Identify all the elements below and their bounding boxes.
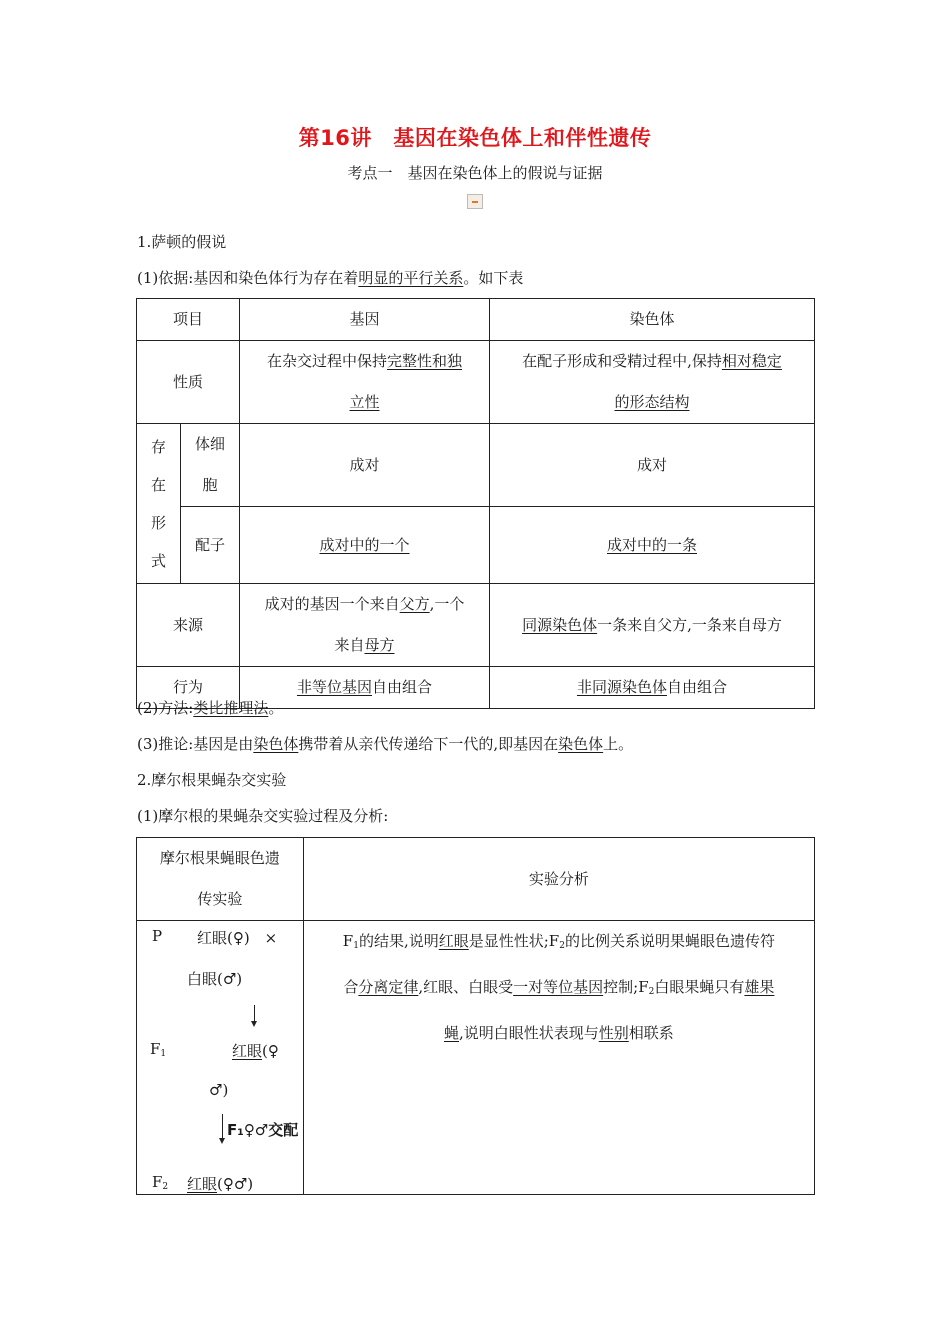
header-experiment-1: 摩尔根果蝇眼色遗 (159, 849, 280, 867)
exist-char-3: 形 (150, 513, 166, 532)
f1-cross-label: F₁♀♂交配 (227, 1121, 299, 1139)
f1-answer: 红眼 (232, 1042, 263, 1060)
f1-letter: F (150, 1040, 161, 1058)
analysis-cell (303, 921, 814, 1195)
row-nature-label: 性质 (137, 341, 240, 424)
nature-chrom-answer-2: 的形态结构 (614, 393, 690, 411)
nature-gene-text: 在杂交过程中保持 (266, 352, 387, 370)
infer-answer-1: 染色体 (253, 735, 299, 753)
f1-subscript: 1 (160, 1049, 167, 1059)
header-chromosome: 染色体 (490, 299, 815, 341)
sutton-hypothesis-table (136, 298, 815, 709)
gamete-gene-answer: 成对中的一个 (319, 535, 410, 554)
somatic-gene-cell: 成对 (240, 424, 490, 507)
exist-char-4: 式 (150, 551, 166, 570)
header-gene: 基因 (240, 299, 490, 341)
section-2-heading: 2.摩尔根果蝇杂交实验 (137, 771, 287, 789)
image-placeholder-icon (467, 194, 483, 209)
f2-label (152, 1173, 168, 1192)
analysis-line-2 (316, 967, 802, 1013)
behavior-gene-answer: 非等位基因 (296, 678, 372, 696)
a2-mid-1: ,红眼、白眼受 (418, 978, 514, 996)
source-gene-text-2: ,一个 (429, 595, 465, 613)
basis-prefix: (1)依据:基因和染色体行为存在着 (137, 269, 359, 287)
section-2-sub: (1)摩尔根的果蝇杂交实验过程及分析: (137, 807, 389, 825)
basis-answer: 明显的平行关系 (358, 269, 464, 287)
a3-answer-1: 蝇 (443, 1024, 459, 1042)
infer-middle: 携带着从亲代传递给下一代的,即基因在 (298, 735, 559, 753)
row-behavior-label: 行为 (137, 667, 240, 709)
gamete-chrom-answer: 成对中的一条 (606, 535, 697, 554)
f1-label (150, 1040, 166, 1059)
nature-gene-answer-2: 立性 (349, 393, 380, 411)
f2-symbol: (♀♂) (217, 1175, 254, 1193)
exist-char-1: 存 (150, 437, 166, 456)
row-existence-label (137, 424, 181, 584)
a1-answer: 红眼 (438, 932, 469, 950)
a3-answer-2: 性别 (598, 1024, 629, 1042)
source-gene-text-3: 来自 (334, 636, 365, 654)
arrow-down-2 (222, 1114, 223, 1140)
arrow-head-1 (251, 1021, 257, 1027)
f2-subscript: 2 (162, 1182, 169, 1192)
morgan-experiment-table (136, 837, 815, 1195)
a1-mid-2: 的比例关系说明果蝇眼色遗传符 (564, 932, 775, 950)
analysis-line-1 (316, 921, 802, 967)
f1-symbol-1: (♀ (262, 1042, 279, 1060)
a2-answer-1: 分离定律 (358, 978, 419, 996)
behavior-chrom-text: 自由组合 (667, 678, 728, 696)
a3-mid: ,说明白眼性状表现与 (458, 1024, 599, 1042)
source-chrom-answer: 同源染色体 (522, 615, 598, 634)
cross-flow-cell (137, 921, 304, 1195)
somatic-label-1: 体细 (194, 435, 225, 453)
source-gene-answer-1: 父方 (399, 595, 430, 613)
a2-answer-3: 雄果 (744, 978, 775, 996)
p-red-eye-female: 红眼(♀) × (197, 929, 278, 947)
page-title: 第16讲 基因在染色体上和伴性遗传 (298, 126, 652, 150)
analysis-line-3 (316, 1013, 802, 1054)
infer-suffix: 上。 (603, 735, 634, 753)
method-line (137, 697, 283, 718)
gamete-chrom-cell (490, 507, 815, 584)
header-experiment (137, 838, 304, 921)
a2-mid-3: 白眼果蝇只有 (654, 978, 745, 996)
source-chrom-text: 一条来自父方,一条来自母方 (597, 615, 782, 634)
gamete-label: 配子 (181, 507, 240, 584)
f2-result (187, 1173, 253, 1194)
f2-letter: F (152, 1173, 163, 1191)
nature-gene-cell (240, 341, 490, 424)
behavior-chrom-answer: 非同源染色体 (576, 678, 667, 696)
a1-mid-1: 是显性性状;F (468, 932, 560, 950)
a2-mid-2: 控制;F (603, 978, 649, 996)
infer-answer-2: 染色体 (558, 735, 604, 753)
somatic-cell-label (181, 424, 240, 507)
basis-line (137, 267, 523, 288)
header-analysis: 实验分析 (303, 838, 814, 921)
a1-pre: 的结果,说明 (358, 932, 439, 950)
a1-sub: 1 (353, 941, 359, 951)
somatic-label-2: 胞 (202, 476, 218, 494)
a2-sub: 2 (648, 987, 655, 997)
gamete-gene-cell (240, 507, 490, 584)
inference-line (137, 733, 633, 754)
basis-suffix: 。如下表 (463, 269, 524, 287)
p-white-eye-male: 白眼(♂) (187, 970, 243, 988)
source-chrom-cell (490, 584, 815, 667)
behavior-gene-text: 自由组合 (372, 678, 433, 696)
source-gene-cell (240, 584, 490, 667)
p-generation-label: P (152, 927, 163, 945)
nature-chrom-cell (490, 341, 815, 424)
nature-gene-answer-1: 完整性和独 (387, 352, 463, 370)
infer-prefix: (3)推论:基因是由 (137, 735, 254, 753)
section-1-heading: 1.萨顿的假说 (137, 233, 227, 251)
nature-chrom-text: 在配子形成和受精过程中,保持 (522, 352, 722, 370)
a1-sub-2: 2 (559, 941, 565, 951)
method-answer: 类比推理法 (193, 699, 269, 717)
header-experiment-2: 传实验 (197, 890, 243, 908)
a2-answer-2: 一对等位基因 (513, 978, 604, 996)
header-item: 项目 (137, 299, 240, 341)
arrow-head-2 (219, 1138, 225, 1144)
somatic-chrom-cell: 成对 (490, 424, 815, 507)
source-gene-answer-2: 母方 (364, 636, 395, 654)
method-suffix: 。 (268, 699, 284, 717)
page-subtitle: 考点一 基因在染色体上的假说与证据 (347, 164, 603, 182)
row-source-label: 来源 (137, 584, 240, 667)
a2-pre: 合 (343, 978, 359, 996)
a3-suffix: 相联系 (628, 1024, 674, 1042)
f2-answer: 红眼 (187, 1175, 218, 1193)
a1-f: F (342, 932, 354, 950)
method-prefix: (2)方法: (137, 699, 194, 717)
f1-symbol-2: ♂) (209, 1081, 229, 1099)
nature-chrom-answer-1: 相对稳定 (721, 352, 782, 370)
exist-char-2: 在 (150, 475, 166, 494)
behavior-chrom-cell (490, 667, 815, 709)
source-gene-text-1: 成对的基因一个来自 (264, 595, 400, 613)
f1-result (232, 1040, 279, 1061)
